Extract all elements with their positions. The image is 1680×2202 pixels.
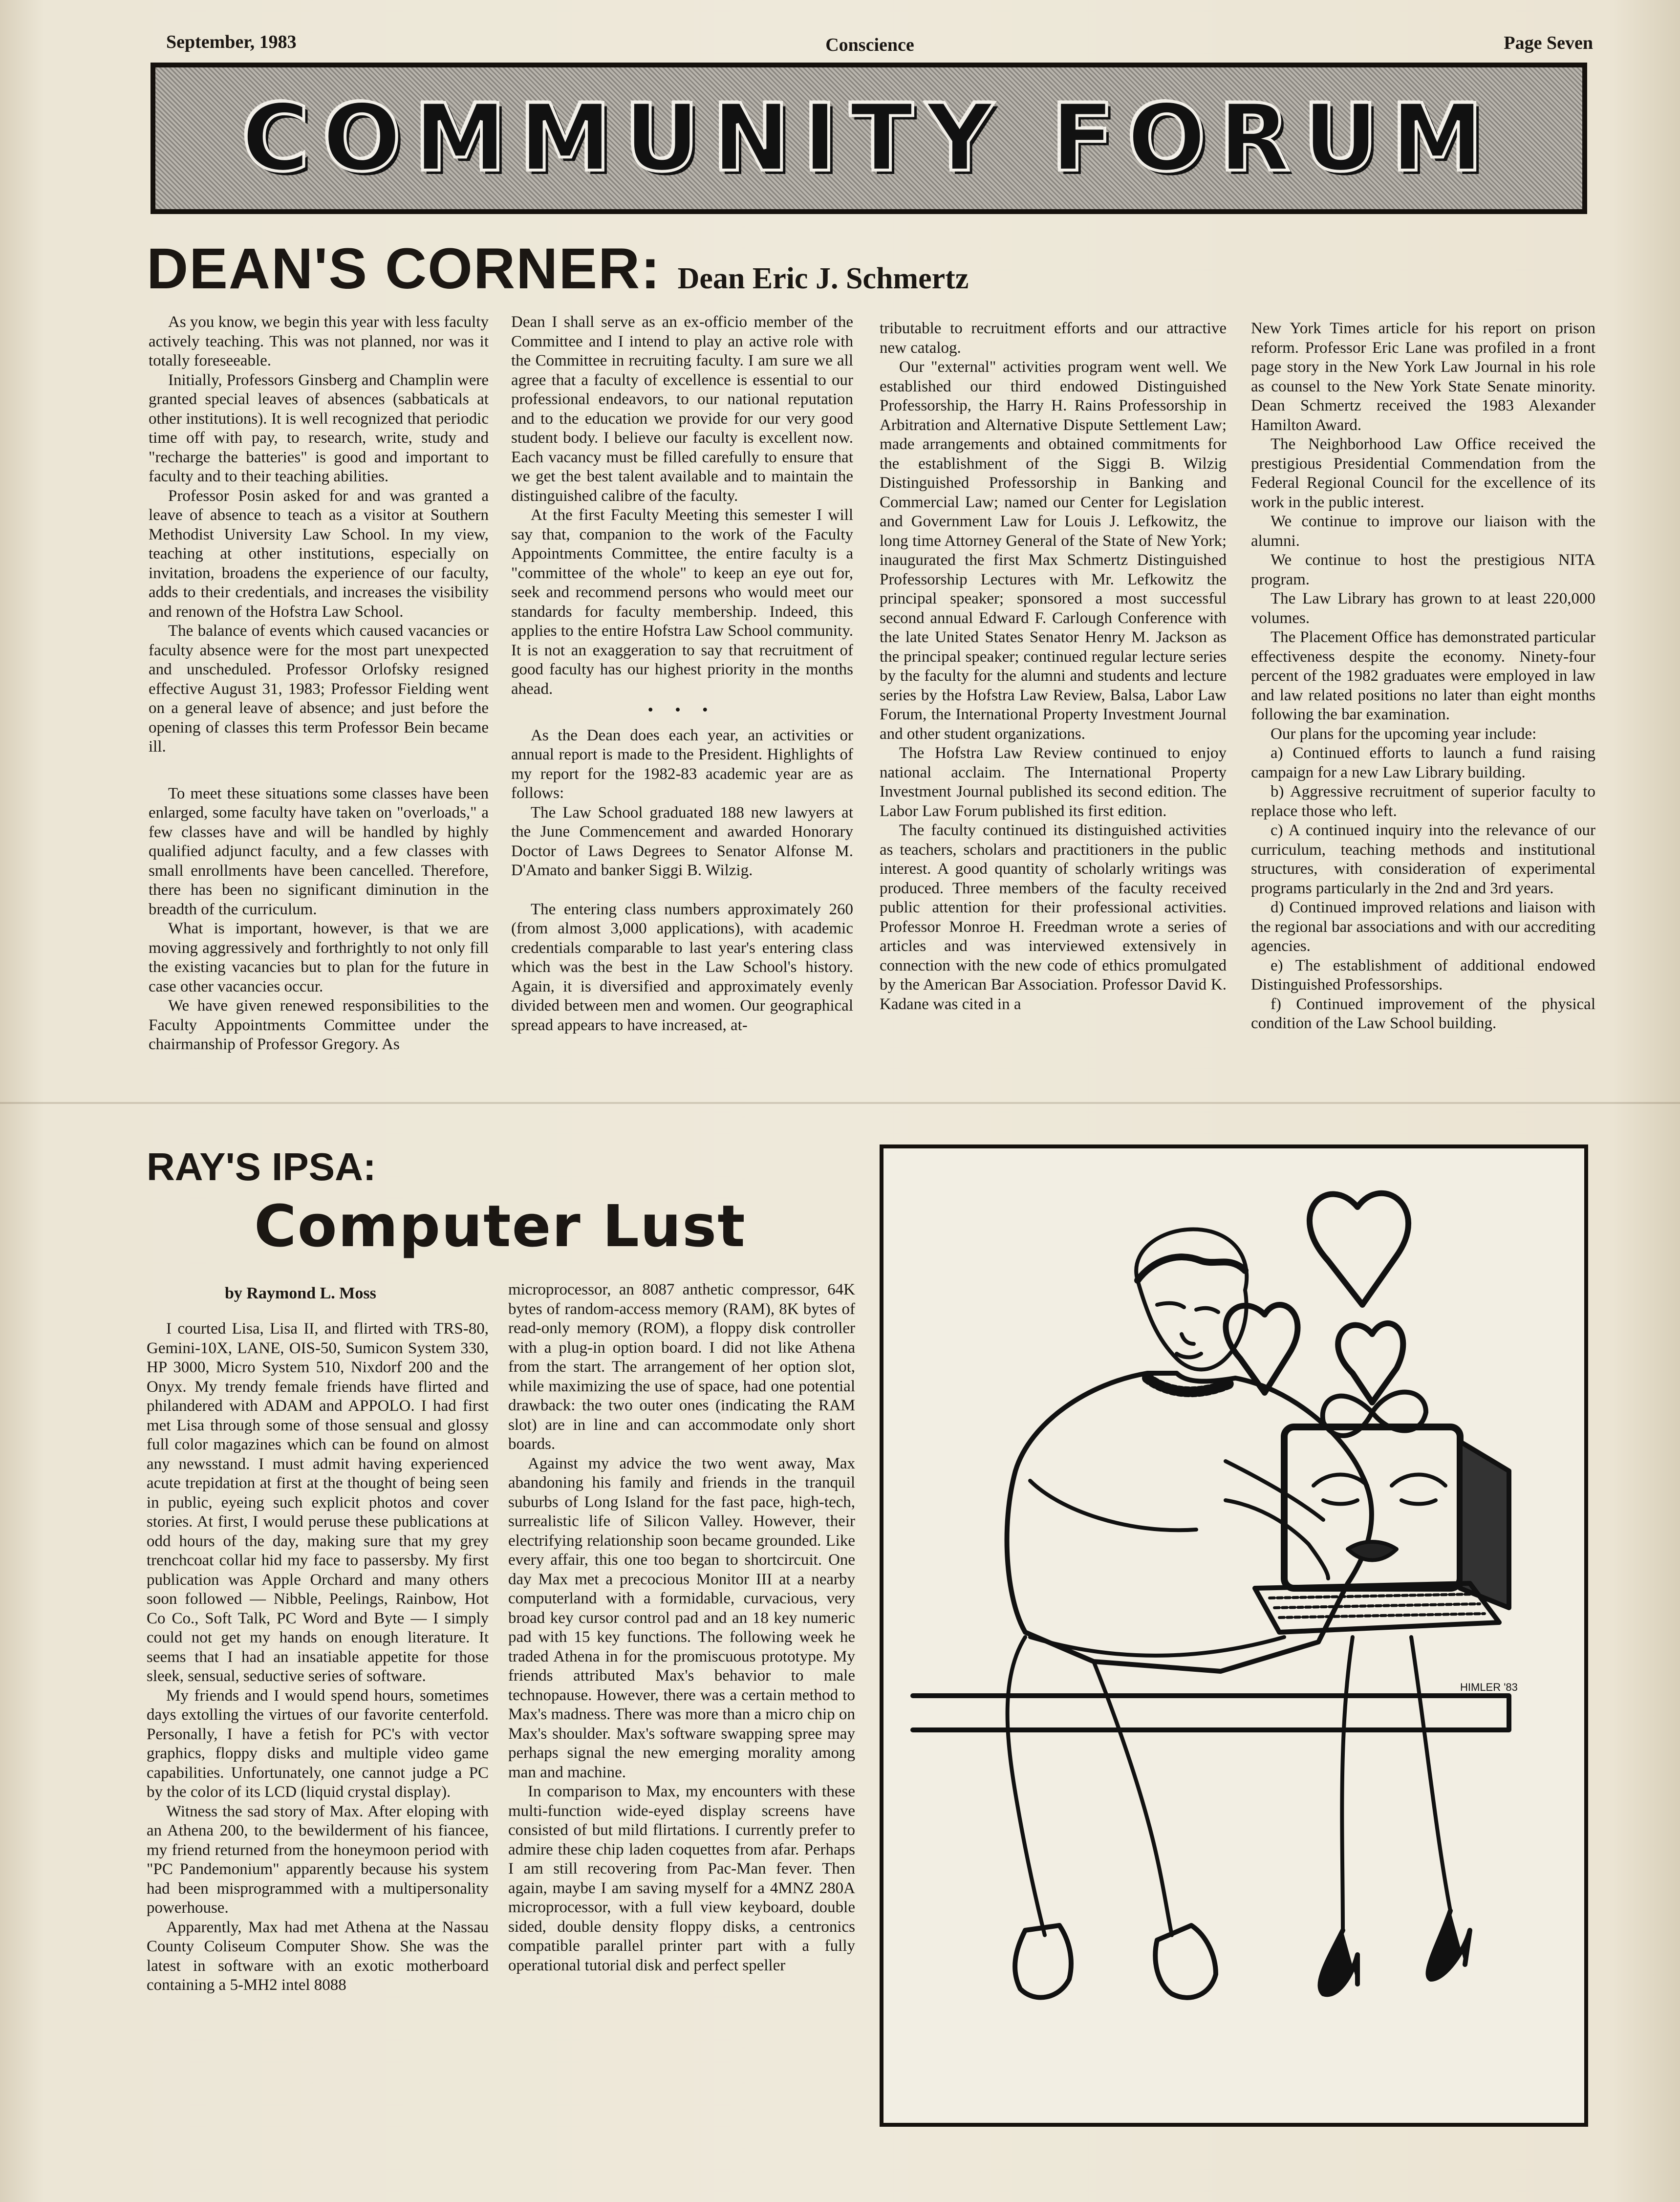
artist-signature: HIMLER '83 xyxy=(1460,1681,1518,1693)
article-byline: by Raymond L. Moss xyxy=(225,1284,376,1302)
paragraph: I courted Lisa, Lisa II, and flirted with TRS-80, Gemini-10X, LANE, OIS-50, Sumicon System 330, HP 3000, Micro System 510, Nixdorf 200 and the Onyx. My trendy female friends have flirted and philandered with ADAM and APPOLO. I had first met Lisa through some of those sensual and glossy full color magazines which can be found on almost any newsstand. I must admit having experienced acute trepidation at first at the thought of being seen in public, eyeing such explicit photos and cover stories. At first, I would peruse these publications at odd hours of the day, making sure that my grey trenchcoat collar hid my face to passersby. My first publication was Apple Orchard and many others soon followed — Nibble, Peelings, Rainbow, Hot Co Co., Soft Talk, PC Word and Byte — I simply could not get my hands on enough literature. It seems that I had an insatiable appetite for those sleek, sensual, seductive series of software. xyxy=(147,1320,489,1685)
paragraph: The Hofstra Law Review continued to enjoy national acclaim. The International Property Investment Journal published its second edition. The Labor Law Forum published its first edition. xyxy=(880,744,1227,820)
computer-legs xyxy=(1342,1637,1450,1930)
paragraph: To meet these situations some classes have been enlarged, some faculty have taken on "overloads," a few classes have and will be handled by highly qualified adjunct faculty, and a few classes with small enrollments have been cancelled. Therefore, there has been no significant diminution in the breadth of the curriculum. xyxy=(149,784,489,918)
dean-column-3 xyxy=(880,319,1227,1014)
paragraph: We continue to improve our liaison with the alumni. xyxy=(1251,513,1595,550)
computer-lust-illustration xyxy=(880,1144,1588,2127)
man-shoe xyxy=(1155,1925,1216,1998)
page-number: Page Seven xyxy=(1504,33,1593,53)
paragraph: Professor Posin asked for and was granted a leave of absence to teach as a visitor at Southern Methodist University Law School. In my view, teaching at other institutions, especially on invitation, broadens the experience of our faculty, adds to their credentials, and increases the visibility and renown of the Hofstra Law School. xyxy=(149,487,489,621)
deans-corner-title: DEAN'S CORNER: xyxy=(147,237,661,301)
paragraph: Our "external" activities program went well. We established our third endowed Distinguished Professorship, the Harry H. Rains Professorship in Arbitration and Alternative Dispute Settlement Law; made arrangements and obtained commitments for the establishment of the Siggi B. Wilzig Distinguished Professorship in Banking and Commercial Law; named our Center for Legislation and Government Law for Louis J. Lefkowitz, the long time Attorney General of the State of New York; inaugurated the first Max Schmertz Distinguished Professorship Lectures with Mr. Lefkowitz the principal speaker; sponsored a most successful second annual Edward F. Carlough Conference with the late United States Senator Henry M. Jackson as the principal speaker; continued regular lecture series by the faculty for the alumni and students and lecture series by the Hofstra Law Review, Balsa, Labor Law Forum, the International Property Investment Journal and other student organizations. xyxy=(880,358,1227,743)
list-item: d) Continued improved relations and liaison with the regional bar associations and with our accrediting agencies. xyxy=(1251,899,1595,955)
paragraph: We continue to host the prestigious NITA program. xyxy=(1251,551,1595,588)
dean-column-1 xyxy=(149,313,489,1055)
ray-column-2 xyxy=(508,1280,855,1975)
computer-lust-title: Computer Lust xyxy=(254,1192,746,1260)
man-shoe xyxy=(1015,1925,1071,1997)
dean-column-2 xyxy=(511,313,853,1035)
paragraph: New York Times article for his report on prison reform. Professor Eric Lane was profiled in a front page story in the New York Law Journal in his role as counsel to the New York State Senate minority. Dean Schmertz received the 1983 Alexander Hamilton Award. xyxy=(1251,320,1595,434)
paragraph: The balance of events which caused vacancies or faculty absence were for the most part unexpected and unscheduled. Professor Orlofsky resigned effective August 31, 1983; Professor Fielding went on a general leave of absence; and just before the opening of classes this term Professor Bein became ill. xyxy=(149,622,489,756)
screen-face-lips xyxy=(1348,1542,1397,1560)
paragraph: The faculty continued its distinguished activities as teachers, scholars and practitioners in the public interest. A good quantity of scholarly writings was produced. Three members of the faculty received public attention for their professional activities. Professor Monroe H. Freedman wrote a series of articles and was interviewed extensively in connection with the new code of ethics promulgated by the American Bar Association. Professor David K. Kadane was cited in a xyxy=(880,821,1227,1013)
banner-title: COMMUNITY FORUM xyxy=(241,84,1496,192)
dean-column-4 xyxy=(1251,319,1595,1034)
paragraph: Our plans for the upcoming year include: xyxy=(1271,725,1537,743)
paragraph: The entering class numbers approximately 260 (from almost 3,000 applications), with academic credentials comparable to last year's entering class which was the best in the Law School's history. Again, it is diversified and approximately evenly divided between men and women. Our geographical spread appears to have increased, at- xyxy=(511,900,853,1034)
paragraph: Apparently, Max had met Athena at the Nassau County Coliseum Computer Show. She was the latest in software with an exotic motherboard containing a 5-MH2 intel 8088 xyxy=(147,1918,489,1994)
section-break: • • • xyxy=(647,701,717,719)
paragraph: tributable to recruitment efforts and our attractive new catalog. xyxy=(880,320,1227,357)
issue-date: September, 1983 xyxy=(166,32,297,52)
paragraph: Against my advice the two went away, Max abandoning his family and friends in the tranquil suburbs of Long Island for the fast pace, high-tech, surrealistic life of Silicon Valley. However, their electrifying relationship soon became grounded. Like every affair, this one too began to shortcircuit. One day Max met a precocious Monitor III at a nearby computerland with a formidable, curvacious, very broad key cursor control pad and an 18 key numeric pad with 15 key functions. The following week he traded Athena in for the promiscuous prototype. My friends attributed Max's behavior to male technopause. However, there was a certain method to Max's madness. There was more than a micro chip on Max's shoulder. Max's software swapping spree may perhaps signal the new emerging morality among man and machine. xyxy=(508,1454,855,1781)
paragraph: The Neighborhood Law Office received the prestigious Presidential Commendation from the Federal Regional Council for the excellence of its work in the public interest. xyxy=(1251,435,1595,511)
list-item: b) Aggressive recruitment of superior faculty to replace those who left. xyxy=(1251,783,1595,820)
paragraph: As the Dean does each year, an activities or annual report is made to the President. Highlights of my report for the 1982-83 academic year are as follows: xyxy=(511,726,853,802)
man-legs xyxy=(1008,1637,1172,1935)
paragraph: What is important, however, is that we are moving aggressively and forthrightly to not only fill the existing vacancies but to plan for the future in case other vacancies occur. xyxy=(149,920,489,995)
paragraph: Initially, Professors Ginsberg and Champlin were granted special leaves of absences (sabbaticals at other institutions). It is well recognized that periodic time off with pay, to research, write, study and "recharge the batteries" is good and important to faculty and to their teaching abilities. xyxy=(149,371,489,485)
list-item: a) Continued efforts to launch a fund raising campaign for a new Law Library building. xyxy=(1251,744,1595,781)
deans-corner-author: Dean Eric J. Schmertz xyxy=(677,262,969,295)
page-fold-line xyxy=(0,1102,1680,1104)
community-forum-banner xyxy=(151,63,1587,214)
paragraph: The Placement Office has demonstrated particular effectiveness despite the economy. Ninety-four percent of the 1982 graduates were employed in law and law related positions no later than eight months following the bar examination. xyxy=(1251,628,1595,723)
heart-icon xyxy=(1338,1323,1403,1403)
rays-ipsa-kicker: RAY'S IPSA: xyxy=(147,1145,376,1188)
list-item: e) The establishment of additional endowed Distinguished Professorships. xyxy=(1251,956,1595,993)
heart-icon xyxy=(1310,1193,1408,1305)
paragraph: The Law Library has grown to at least 220,000 volumes. xyxy=(1251,590,1595,627)
paragraph: Dean I shall serve as an ex-officio member of the Committee and I intend to play an active role with the Committee in recruiting faculty. I am sure we all agree that a faculty of excellence is essential to our professional endeavors, to our national reputation and to the education we provide for our very good student body. I believe our faculty is excellent now. Each vacancy must be filled carefully to ensure that we get the best talent available and to maintain the distinguished calibre of the faculty. xyxy=(511,313,853,505)
list-item: f) Continued improvement of the physical condition of the Law School building. xyxy=(1251,995,1595,1032)
list-item: c) A continued inquiry into the relevance of our curriculum, teaching methods and institutional structures, with consideration of experimental programs particularly in the 2nd and 3rd years. xyxy=(1251,821,1595,897)
paragraph: My friends and I would spend hours, sometimes days extolling the virtues of our favorite centerfold. Personally, I have a fetish for PC's with vector graphics, floppy disks and multiple video game capabilities. Unfortunately, one cannot judge a PC by the color of its LCD (liquid crystal display). xyxy=(147,1686,489,1801)
publication-name: Conscience xyxy=(825,35,914,55)
man-sweater xyxy=(1007,1373,1372,1671)
man-and-computer-drawing xyxy=(883,1148,1584,2123)
paragraph: microprocessor, an 8087 anthetic compressor, 64K bytes of random-access memory (RAM), 8K bytes of read-only memory (ROM), a floppy disk controller with a plug-in option board. I did not like Athena from the start. The arrangement of her option slot, while maximizing the use of space, had one potential drawback: the two outer ones (indicating the RAM slot) are in line and can accommodate only short boards. xyxy=(508,1281,855,1453)
paragraph: At the first Faculty Meeting this semester I will say that, companion to the work of the Faculty Appointments Committee, the entire faculty is a "committee of the whole" to keep an eye out for, seek and recommend persons who would meet our standards for faculty membership. Indeed, this applies to the entire Hofstra Law School community. It is not an exaggeration to say that recruitment of good faculty has our highest priority in the months ahead. xyxy=(511,506,853,698)
high-heel-shoe xyxy=(1320,1930,1357,1994)
paragraph: In comparison to Max, my encounters with these multi-function wide-eyed display screens have consisted of but mild flirtations. I currently prefer to admire these chip laden coquettes from afar. Perhaps I am still recovering from Pac-Man fever. Then again, maybe I am saving myself for a 4MNZ 280A microprocessor, with a full view keyboard, double sided, double density floppy disks, a centronics compatible parallel printer part with a fully operational tutorial disk and perfect speller xyxy=(508,1783,855,1974)
paragraph: We have given renewed responsibilities to the Faculty Appointments Committee under the chairmanship of Professor Gregory. As xyxy=(149,997,489,1053)
deans-corner-heading xyxy=(147,236,1319,304)
paragraph: As you know, we begin this year with less faculty actively teaching. This was not planned, nor was it totally foreseeable. xyxy=(149,313,489,369)
screen-face-eyes xyxy=(1314,1475,1445,1504)
paragraph: The Law School graduated 188 new lawyers at the June Commencement and awarded Honorary Doctor of Laws Degrees to Senator Alfonse M. D'Amato and banker Siggi B. Wilzig. xyxy=(511,803,853,879)
ray-column-1 xyxy=(147,1319,489,1995)
page-header xyxy=(147,27,1593,57)
paragraph: Witness the sad story of Max. After eloping with an Athena 200, to the bewilderment of his fiancee, my friend returned from the honeymoon period with "PC Pandemonium" apparently because his system had been misprogrammed with a multipersonality powerhouse. xyxy=(147,1802,489,1917)
high-heel-shoe xyxy=(1428,1911,1470,1979)
man-hair xyxy=(1138,1257,1245,1280)
